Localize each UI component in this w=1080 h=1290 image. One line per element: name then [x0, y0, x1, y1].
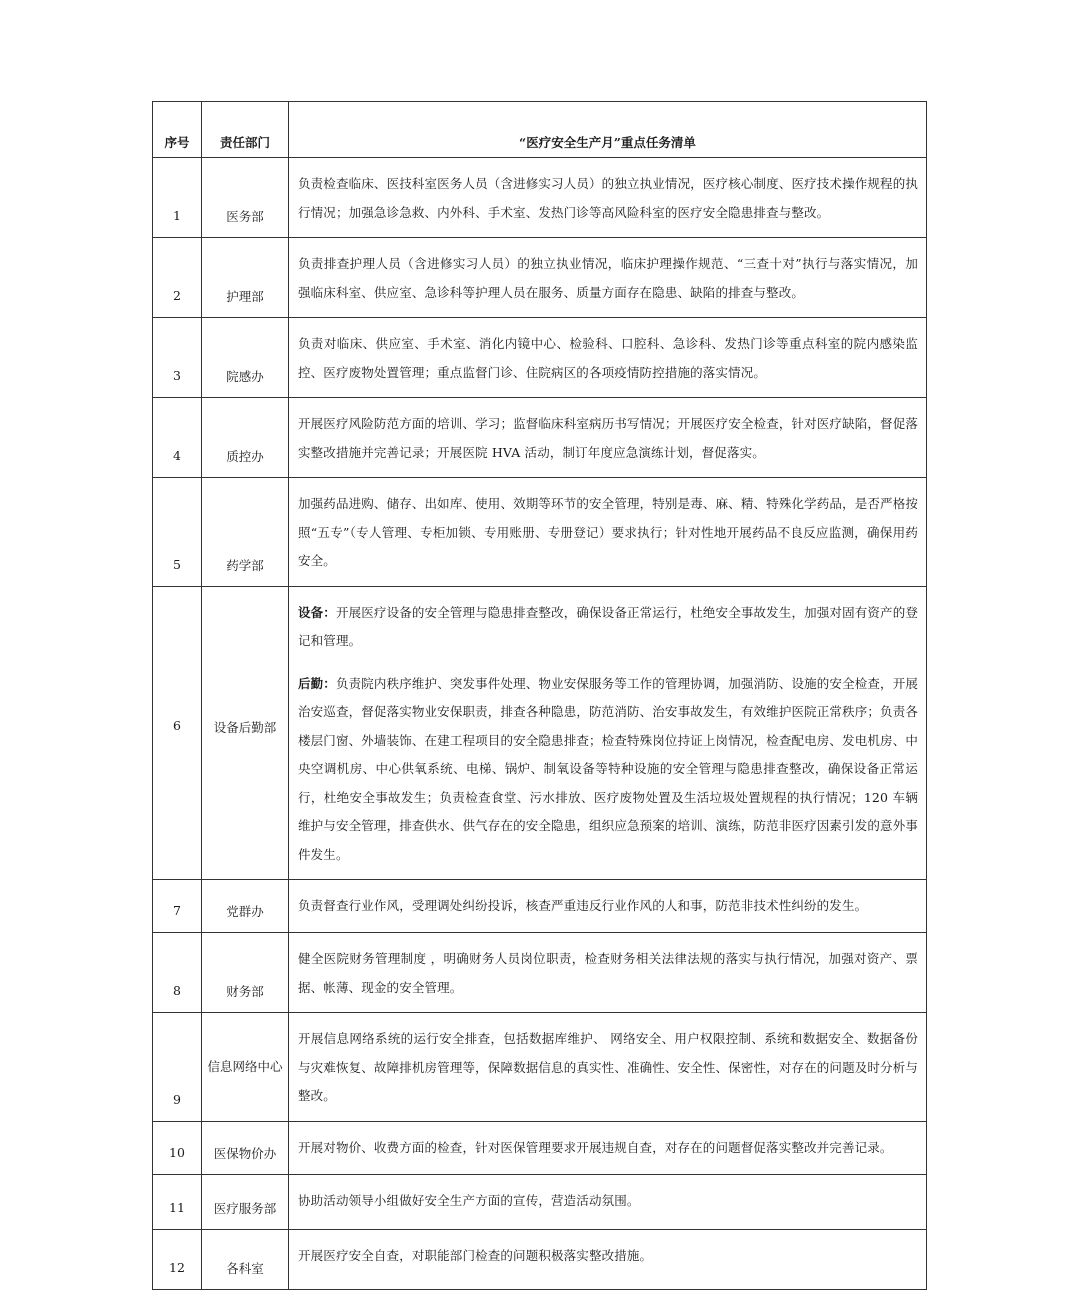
row-number: 10: [153, 1121, 202, 1174]
table-row: [153, 158, 927, 238]
row-task: 负责督查行业作风，受理调处纠纷投诉，核查严重违反行业作风的人和事，防范非技术性纠纷的发生。: [289, 880, 927, 933]
table-row: [153, 1013, 927, 1122]
table-header-row: [153, 102, 927, 158]
task-table: [152, 101, 927, 1290]
row-dept: 设备后勤部: [202, 586, 289, 880]
row-dept: 医务部: [202, 158, 289, 238]
row-task: 开展对物价、收费方面的检查，针对医保管理要求开展违规自查，对存在的问题督促落实整改并完善记录。: [289, 1121, 927, 1174]
row-dept: 护理部: [202, 238, 289, 318]
table-row: [153, 933, 927, 1013]
table-row: [153, 318, 927, 398]
row-task: 负责排查护理人员（含进修实习人员）的独立执业情况，临床护理操作规范、“三查十对”执行与落实情况，加强临床科室、供应室、急诊科等护理人员在服务、质量方面存在隐患、缺陷的排查与整改。: [289, 238, 927, 318]
equipment-paragraph: [298, 599, 918, 656]
row-dept: 院感办: [202, 318, 289, 398]
equipment-text: 开展医疗设备的安全管理与隐患排查整改，确保设备正常运行，杜绝安全事故发生，加强对固有资产的登记和管理。: [298, 604, 919, 648]
table-row: [153, 398, 927, 478]
row-dept: 各科室: [202, 1229, 289, 1289]
row-dept: 医保物价办: [202, 1121, 289, 1174]
row-number: 11: [153, 1174, 202, 1229]
row-number: 5: [153, 478, 202, 587]
row-dept: 质控办: [202, 398, 289, 478]
row-dept: 财务部: [202, 933, 289, 1013]
row-number: 6: [153, 586, 202, 880]
equipment-lead: 设备：: [298, 604, 336, 620]
row-dept: 党群办: [202, 880, 289, 933]
row-number: 3: [153, 318, 202, 398]
row-task: 健全医院财务管理制度 ，明确财务人员岗位职责，检查财务相关法律法规的落实与执行情况，加强对资产、票据、帐薄、现金的安全管理。: [289, 933, 927, 1013]
row-task: 开展医疗安全自查，对职能部门检查的问题积极落实整改措施。: [289, 1229, 927, 1289]
row-task: 负责对临床、供应室、手术室、消化内镜中心、检验科、口腔科、急诊科、发热门诊等重点科室的院内感染监控、医疗废物处置管理；重点监督门诊、住院病区的各项疫情防控措施的落实情况。: [289, 318, 927, 398]
logistics-lead: 后勤：: [298, 675, 336, 691]
header-dept: 责任部门: [202, 102, 289, 158]
table-row: [153, 1174, 927, 1229]
row-task: 开展信息网络系统的运行安全排查，包括数据库维护、 网络安全、用户权限控制、系统和数据安全、数据备份与灾难恢复、故障排机房管理等，保障数据信息的真实性、准确性、安全性、保密性，对存在的问题及时分析与整改。: [289, 1013, 927, 1122]
table-row: [153, 880, 927, 933]
row-task: 开展医疗风险防范方面的培训、学习；监督临床科室病历书写情况；开展医疗安全检查，针对医疗缺陷，督促落实整改措施并完善记录；开展医院 HVA 活动，制订年度应急演练计划，督促落实。: [289, 398, 927, 478]
row-dept: 医疗服务部: [202, 1174, 289, 1229]
row-number: 7: [153, 880, 202, 933]
row-number: 8: [153, 933, 202, 1013]
row-number: 9: [153, 1013, 202, 1122]
row-number: 2: [153, 238, 202, 318]
row-number: 4: [153, 398, 202, 478]
row-dept: 信息网络中心: [202, 1013, 289, 1122]
row-number: 12: [153, 1229, 202, 1289]
header-task: “医疗安全生产月”重点任务清单: [289, 102, 927, 158]
row-task: 加强药品进购、储存、出如库、使用、效期等环节的安全管理，特别是毒、麻、精、特殊化学药品，是否严格按照“五专”（专人管理、专柜加锁、专用账册、专册登记）要求执行；针对性地开展药品不良反应监测，确保用药安全。: [289, 478, 927, 587]
table-row: [153, 586, 927, 880]
logistics-paragraph: [298, 670, 918, 870]
table-row: [153, 1121, 927, 1174]
table-row: [153, 1229, 927, 1289]
row-dept: 药学部: [202, 478, 289, 587]
row-task: [289, 586, 927, 880]
row-task: 协助活动领导小组做好安全生产方面的宣传，营造活动氛围。: [289, 1174, 927, 1229]
logistics-text: 负责院内秩序维护、突发事件处理、物业安保服务等工作的管理协调，加强消防、设施的安全检查，开展治安巡查，督促落实物业安保职责，排查各种隐患，防范消防、治安事故发生，有效维护医院正常秩序；负责各楼层门窗、外墙装饰、在建工程项目的安全隐患排查；检查特殊岗位持证上岗情况，检查配电房、发电机房、中央空调机房、中心供氧系统、电梯、锅炉、制氧设备等特种设施的安全管理与隐患排查整改，确保设备正常运行，杜绝安全事故发生；负责检查食堂、污水排放、医疗废物处置及生活垃圾处置规程的执行情况；120 车辆维护与安全管理，排查供水、供气存在的安全隐患，组织应急预案的培训、演练，防范非医疗因素引发的意外事件发生。: [298, 675, 919, 862]
table-row: [153, 238, 927, 318]
header-no: 序号: [153, 102, 202, 158]
row-number: 1: [153, 158, 202, 238]
table-row: [153, 478, 927, 587]
row-task: 负责检查临床、医技科室医务人员（含进修实习人员）的独立执业情况，医疗核心制度、医疗技术操作规程的执行情况；加强急诊急救、内外科、手术室、发热门诊等高风险科室的医疗安全隐患排查与整改。: [289, 158, 927, 238]
